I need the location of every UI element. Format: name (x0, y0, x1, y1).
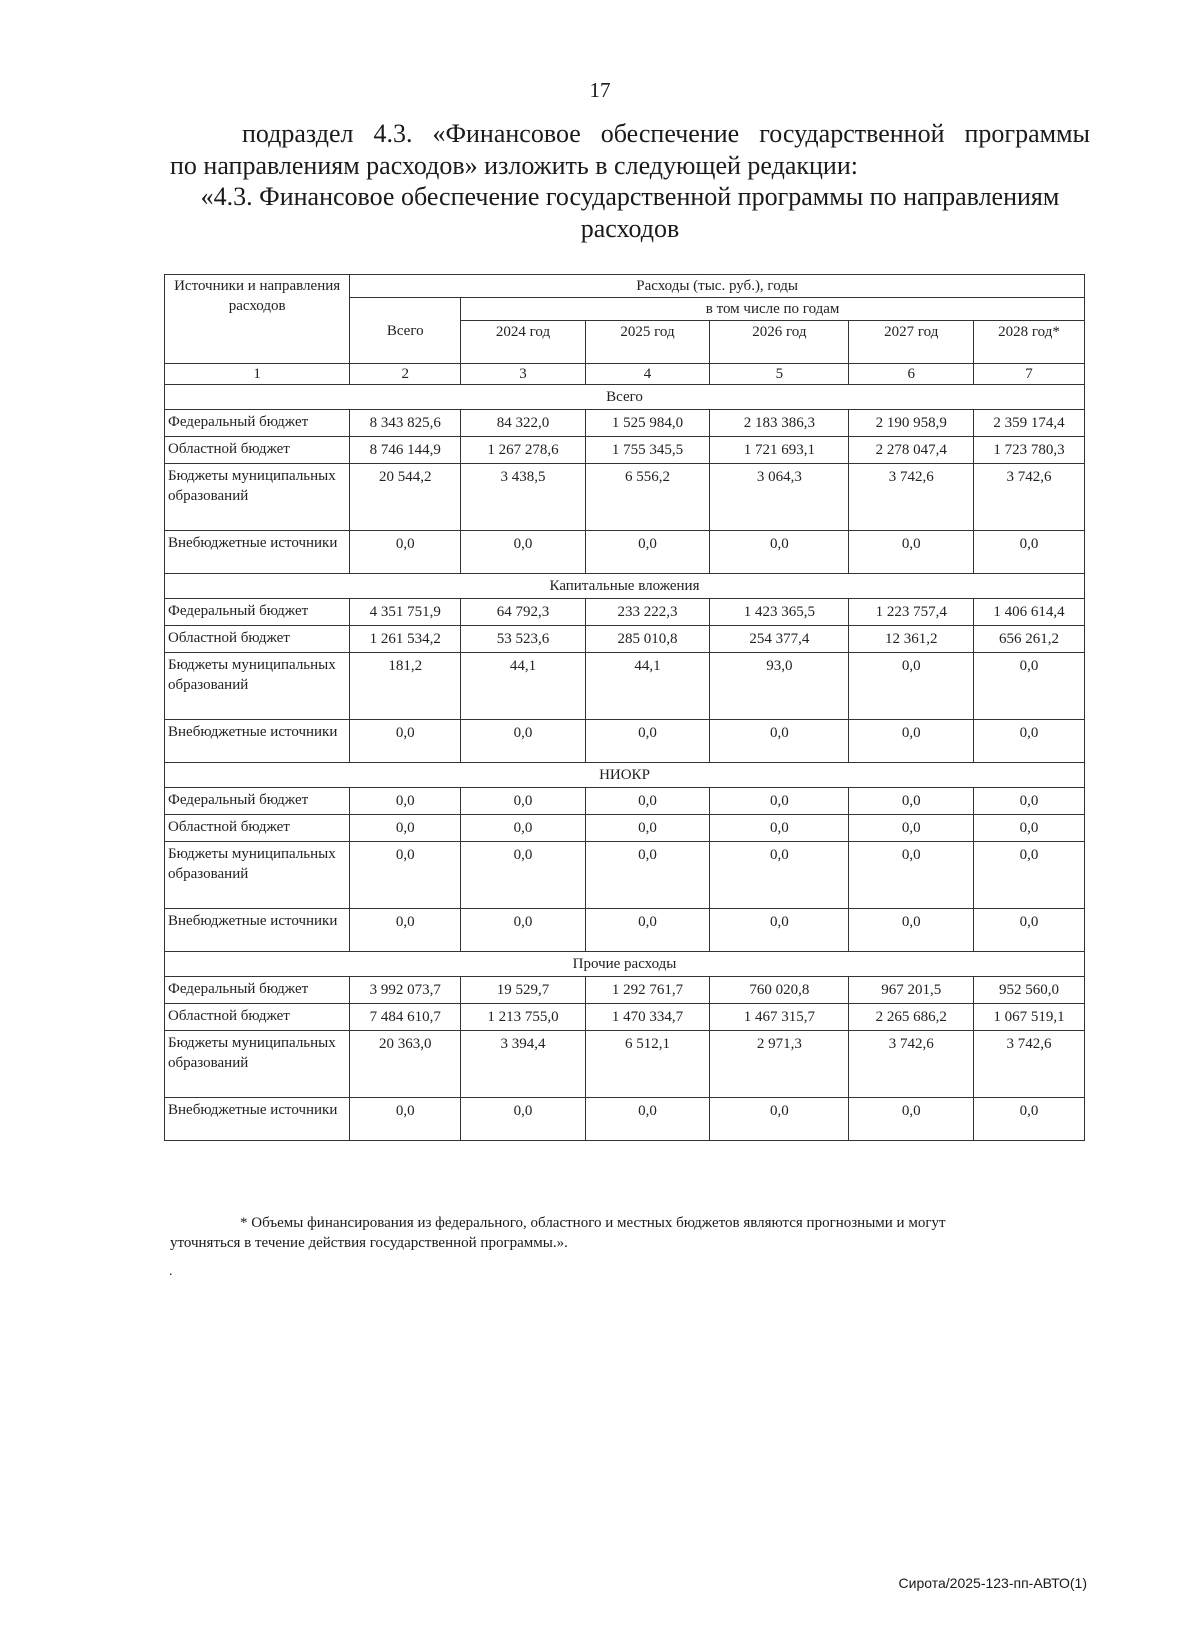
cell-value: 1 067 519,1 (974, 1004, 1085, 1031)
cell-value: 1 423 365,5 (710, 599, 849, 626)
cell-value: 64 792,3 (461, 599, 586, 626)
column-number: 2 (350, 364, 461, 385)
cell-value: 0,0 (849, 531, 974, 574)
cell-value: 0,0 (974, 842, 1085, 909)
table-row (165, 410, 1085, 437)
header-year: 2026 год (710, 321, 849, 364)
cell-value: 0,0 (849, 653, 974, 720)
header-including-by-years: в том числе по годам (461, 298, 1085, 321)
cell-value: 3 742,6 (849, 1031, 974, 1098)
footnote-line-1: * Объемы финансирования из федерального, областного и местных бюджетов являются прогнозными и могут (240, 1215, 946, 1231)
cell-value: 1 406 614,4 (974, 599, 1085, 626)
table-row (165, 531, 1085, 574)
table-row (165, 1098, 1085, 1141)
cell-value: 0,0 (974, 815, 1085, 842)
table-row (165, 720, 1085, 763)
cell-value: 1 721 693,1 (710, 437, 849, 464)
cell-value: 0,0 (461, 1098, 586, 1141)
cell-value: 53 523,6 (461, 626, 586, 653)
cell-value: 0,0 (350, 531, 461, 574)
cell-value: 2 183 386,3 (710, 410, 849, 437)
cell-value: 0,0 (350, 842, 461, 909)
cell-value: 0,0 (710, 1098, 849, 1141)
row-label: Внебюджетные источники (165, 909, 350, 952)
cell-value: 0,0 (461, 720, 586, 763)
cell-value: 285 010,8 (585, 626, 710, 653)
header-year: 2025 год (585, 321, 710, 364)
table-row (165, 815, 1085, 842)
cell-value: 0,0 (585, 531, 710, 574)
header-total: Всего (350, 298, 461, 364)
cell-value: 2 278 047,4 (849, 437, 974, 464)
column-number: 6 (849, 364, 974, 385)
cell-value: 8 746 144,9 (350, 437, 461, 464)
cell-value: 44,1 (461, 653, 586, 720)
cell-value: 760 020,8 (710, 977, 849, 1004)
cell-value: 656 261,2 (974, 626, 1085, 653)
cell-value: 0,0 (710, 788, 849, 815)
cell-value: 0,0 (585, 1098, 710, 1141)
cell-value: 93,0 (710, 653, 849, 720)
cell-value: 20 544,2 (350, 464, 461, 531)
cell-value: 1 755 345,5 (585, 437, 710, 464)
section-title: Прочие расходы (165, 952, 1085, 977)
cell-value: 1 525 984,0 (585, 410, 710, 437)
table-row (165, 626, 1085, 653)
cell-value: 6 556,2 (585, 464, 710, 531)
cell-value: 2 971,3 (710, 1031, 849, 1098)
cell-value: 0,0 (710, 909, 849, 952)
cell-value: 233 222,3 (585, 599, 710, 626)
cell-value: 1 292 761,7 (585, 977, 710, 1004)
header-sources: Источники и направления расходов (165, 275, 350, 364)
row-label: Бюджеты муниципальных образований (165, 464, 350, 531)
cell-value: 0,0 (974, 720, 1085, 763)
cell-value: 1 267 278,6 (461, 437, 586, 464)
cell-value: 0,0 (350, 720, 461, 763)
row-label: Бюджеты муниципальных образований (165, 653, 350, 720)
section-title: Капитальные вложения (165, 574, 1085, 599)
cell-value: 12 361,2 (849, 626, 974, 653)
cell-value: 0,0 (849, 788, 974, 815)
cell-value: 2 190 958,9 (849, 410, 974, 437)
cell-value: 0,0 (585, 720, 710, 763)
cell-value: 0,0 (974, 653, 1085, 720)
cell-value: 0,0 (710, 720, 849, 763)
section-title: НИОКР (165, 763, 1085, 788)
financing-table (164, 274, 1085, 1141)
table-row (165, 842, 1085, 909)
cell-value: 0,0 (849, 720, 974, 763)
cell-value: 3 742,6 (849, 464, 974, 531)
cell-value: 0,0 (350, 1098, 461, 1141)
cell-value: 0,0 (350, 815, 461, 842)
section-title: Всего (165, 385, 1085, 410)
cell-value: 0,0 (849, 815, 974, 842)
cell-value: 44,1 (585, 653, 710, 720)
table-row (165, 1031, 1085, 1098)
cell-value: 3 742,6 (974, 1031, 1085, 1098)
row-label: Областной бюджет (165, 626, 350, 653)
cell-value: 1 470 334,7 (585, 1004, 710, 1031)
cell-value: 4 351 751,9 (350, 599, 461, 626)
section-heading-line-2: расходов (580, 214, 680, 243)
intro-line-2: по направлениям расходов» изложить в следующей редакции: (170, 151, 858, 180)
document-id: Сирота/2025-123-пп-АВТО(1) (898, 1575, 1087, 1591)
column-number: 7 (974, 364, 1085, 385)
page-number: 17 (589, 78, 611, 102)
cell-value: 2 359 174,4 (974, 410, 1085, 437)
cell-value: 1 213 755,0 (461, 1004, 586, 1031)
cell-value: 0,0 (585, 815, 710, 842)
cell-value: 0,0 (461, 842, 586, 909)
cell-value: 0,0 (974, 909, 1085, 952)
cell-value: 181,2 (350, 653, 461, 720)
cell-value: 1 723 780,3 (974, 437, 1085, 464)
table-row (165, 653, 1085, 720)
row-label: Федеральный бюджет (165, 977, 350, 1004)
header-year: 2027 год (849, 321, 974, 364)
row-label: Внебюджетные источники (165, 720, 350, 763)
cell-value: 967 201,5 (849, 977, 974, 1004)
cell-value: 0,0 (585, 909, 710, 952)
cell-value: 3 742,6 (974, 464, 1085, 531)
cell-value: 3 438,5 (461, 464, 586, 531)
cell-value: 0,0 (849, 842, 974, 909)
cell-value: 254 377,4 (710, 626, 849, 653)
cell-value: 0,0 (710, 842, 849, 909)
cell-value: 84 322,0 (461, 410, 586, 437)
cell-value: 0,0 (849, 1098, 974, 1141)
section-heading-line-1: «4.3. Финансовое обеспечение государственной программы по направлениям (200, 182, 1060, 211)
row-label: Федеральный бюджет (165, 788, 350, 815)
cell-value: 0,0 (461, 909, 586, 952)
cell-value: 1 223 757,4 (849, 599, 974, 626)
cell-value: 0,0 (974, 531, 1085, 574)
cell-value: 1 261 534,2 (350, 626, 461, 653)
section-heading (170, 181, 1090, 245)
cell-value: 0,0 (974, 788, 1085, 815)
cell-value: 3 394,4 (461, 1031, 586, 1098)
cell-value: 7 484 610,7 (350, 1004, 461, 1031)
cell-value: 0,0 (849, 909, 974, 952)
header-year: 2028 год* (974, 321, 1085, 364)
cell-value: 0,0 (710, 531, 849, 574)
column-number: 3 (461, 364, 586, 385)
row-label: Областной бюджет (165, 437, 350, 464)
column-number: 1 (165, 364, 350, 385)
row-label: Областной бюджет (165, 1004, 350, 1031)
row-label: Бюджеты муниципальных образований (165, 842, 350, 909)
intro-paragraph (170, 118, 1090, 182)
cell-value: 3 064,3 (710, 464, 849, 531)
cell-value: 1 467 315,7 (710, 1004, 849, 1031)
cell-value: 0,0 (461, 788, 586, 815)
cell-value: 20 363,0 (350, 1031, 461, 1098)
intro-line-1: подраздел 4.3. «Финансовое обеспечение государственной программы (242, 119, 1090, 148)
row-label: Внебюджетные источники (165, 1098, 350, 1141)
table-row (165, 1004, 1085, 1031)
cell-value: 6 512,1 (585, 1031, 710, 1098)
cell-value: 0,0 (585, 842, 710, 909)
footnote (170, 1213, 1085, 1253)
table-row (165, 599, 1085, 626)
table-row (165, 909, 1085, 952)
stray-mark: . (169, 1264, 173, 1279)
header-year: 2024 год (461, 321, 586, 364)
cell-value: 0,0 (710, 815, 849, 842)
cell-value: 0,0 (585, 788, 710, 815)
cell-value: 8 343 825,6 (350, 410, 461, 437)
row-label: Федеральный бюджет (165, 599, 350, 626)
row-label: Бюджеты муниципальных образований (165, 1031, 350, 1098)
cell-value: 0,0 (461, 531, 586, 574)
table-row (165, 977, 1085, 1004)
cell-value: 0,0 (461, 815, 586, 842)
cell-value: 0,0 (350, 788, 461, 815)
cell-value: 3 992 073,7 (350, 977, 461, 1004)
table-row (165, 437, 1085, 464)
row-label: Федеральный бюджет (165, 410, 350, 437)
row-label: Внебюджетные источники (165, 531, 350, 574)
header-expenses: Расходы (тыс. руб.), годы (350, 275, 1085, 298)
footnote-line-2: уточняться в течение действия государственной программы.». (170, 1235, 568, 1251)
table-row (165, 464, 1085, 531)
cell-value: 19 529,7 (461, 977, 586, 1004)
column-number: 5 (710, 364, 849, 385)
cell-value: 0,0 (350, 909, 461, 952)
cell-value: 952 560,0 (974, 977, 1085, 1004)
cell-value: 2 265 686,2 (849, 1004, 974, 1031)
row-label: Областной бюджет (165, 815, 350, 842)
column-number: 4 (585, 364, 710, 385)
table-row (165, 788, 1085, 815)
cell-value: 0,0 (974, 1098, 1085, 1141)
